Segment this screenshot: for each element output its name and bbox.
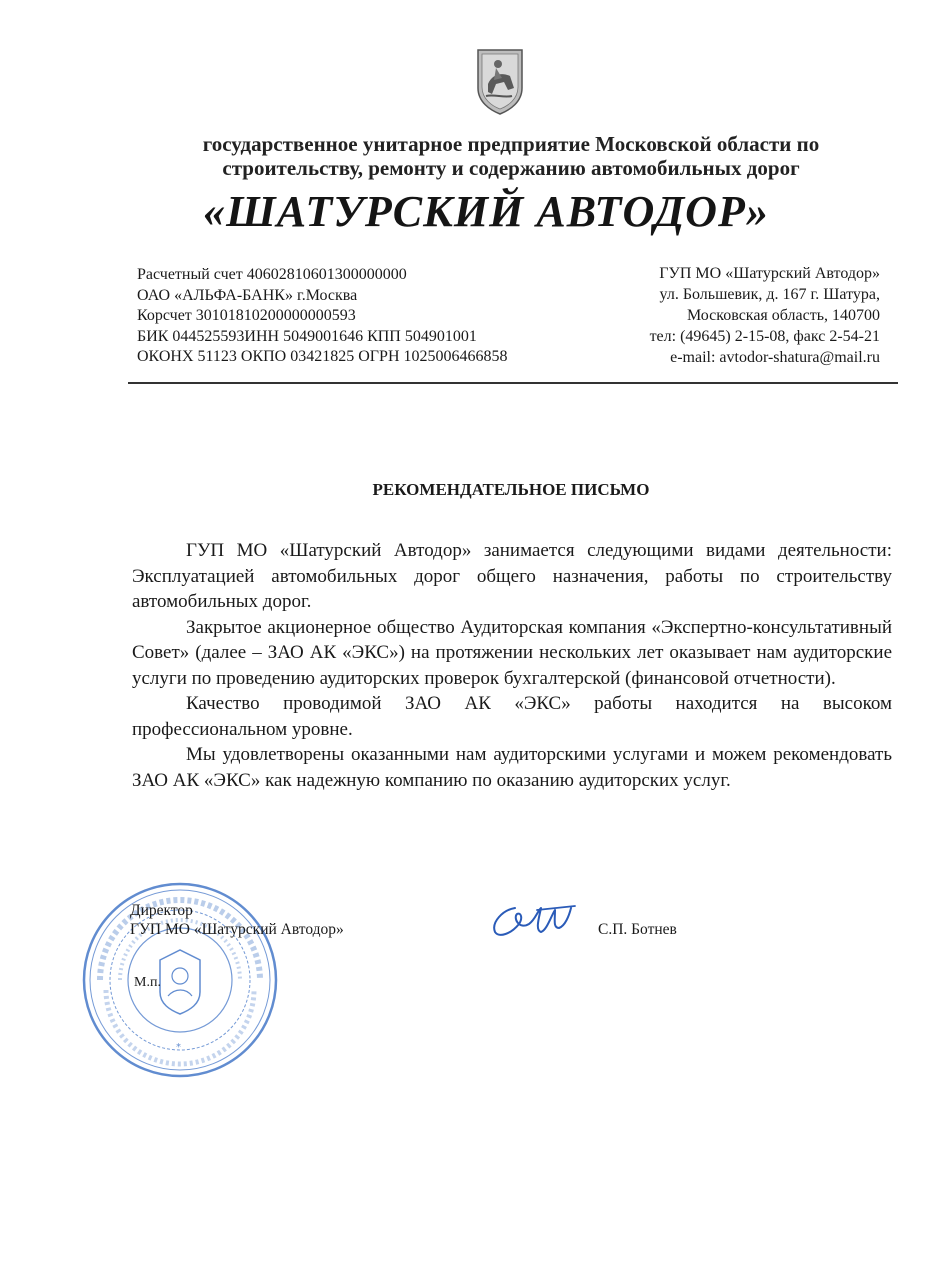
signatory-position: Директор — [130, 902, 193, 919]
paragraph: ГУП МО «Шатурский Автодор» занимается следующими видами деятельности: Эксплуатацией автомобильных дорог общего назначения, работы по строительству автомобильных дорог. — [132, 540, 892, 612]
stamp-place-label: М.п. — [134, 975, 161, 990]
address-line: Московская область, 140700 — [686, 307, 880, 324]
paragraph: Качество проводимой ЗАО АК «ЭКС» работы находится на высоком профессиональном уровне. — [132, 693, 892, 740]
requisite-line: Корсчет 30101810200000000593 — [137, 307, 356, 324]
requisite-line: ОАО «АЛЬФА-БАНК» г.Москва — [137, 286, 358, 304]
requisite-line: ОКОНХ 51123 ОКПО 03421825 ОГРН 1025006466858 — [137, 348, 508, 365]
letter-body — [132, 538, 892, 793]
company-name: «ШАТУРСКИЙ АВТОДОР» — [203, 187, 769, 236]
paragraph: Мы удовлетворены оказанными нам аудиторскими услугами и можем рекомендовать ЗАО АК «ЭКС» как надежную компанию по оказанию аудиторских услуг. — [132, 744, 892, 791]
signatory-organization: ГУП МО «Шатурский Автодор» — [130, 921, 344, 938]
address-line: ул. Большевик, д. 167 г. Шатура, — [659, 286, 880, 303]
letter-title: РЕКОМЕНДАТЕЛЬНОЕ ПИСЬМО — [372, 480, 650, 499]
bank-requisites — [137, 265, 508, 368]
email-line: e-mail: avtodor-shatura@mail.ru — [670, 349, 880, 366]
coat-of-arms-icon — [474, 44, 526, 116]
handwritten-signature — [485, 894, 585, 944]
requisite-line: Расчетный счет 40602810601300000000 — [137, 266, 407, 283]
signatory-name: С.П. Ботнев — [598, 921, 677, 938]
org-description-line-1: государственное унитарное предприятие Московской области по — [202, 132, 820, 156]
address-line: ГУП МО «Шатурский Автодор» — [659, 265, 880, 282]
svg-text:*: * — [176, 1042, 181, 1053]
org-description-line-2: строительству, ремонту и содержанию автомобильных дорог — [222, 156, 800, 180]
header-divider — [128, 382, 898, 384]
paragraph: Закрытое акционерное общество Аудиторская компания «Экспертно-консультативный Совет» (далее – ЗАО АК «ЭКС») на протяжении нескольких лет оказывает нам аудиторские услуги по проведению аудиторских проверок бухгалтерской (финансовой отчетности). — [132, 616, 892, 689]
contact-address — [650, 263, 880, 368]
address-line: тел: (49645) 2-15-08, факс 2-54-21 — [649, 328, 880, 345]
requisite-line: БИК 044525593ИНН 5049001646 КПП 504901001 — [137, 327, 477, 345]
